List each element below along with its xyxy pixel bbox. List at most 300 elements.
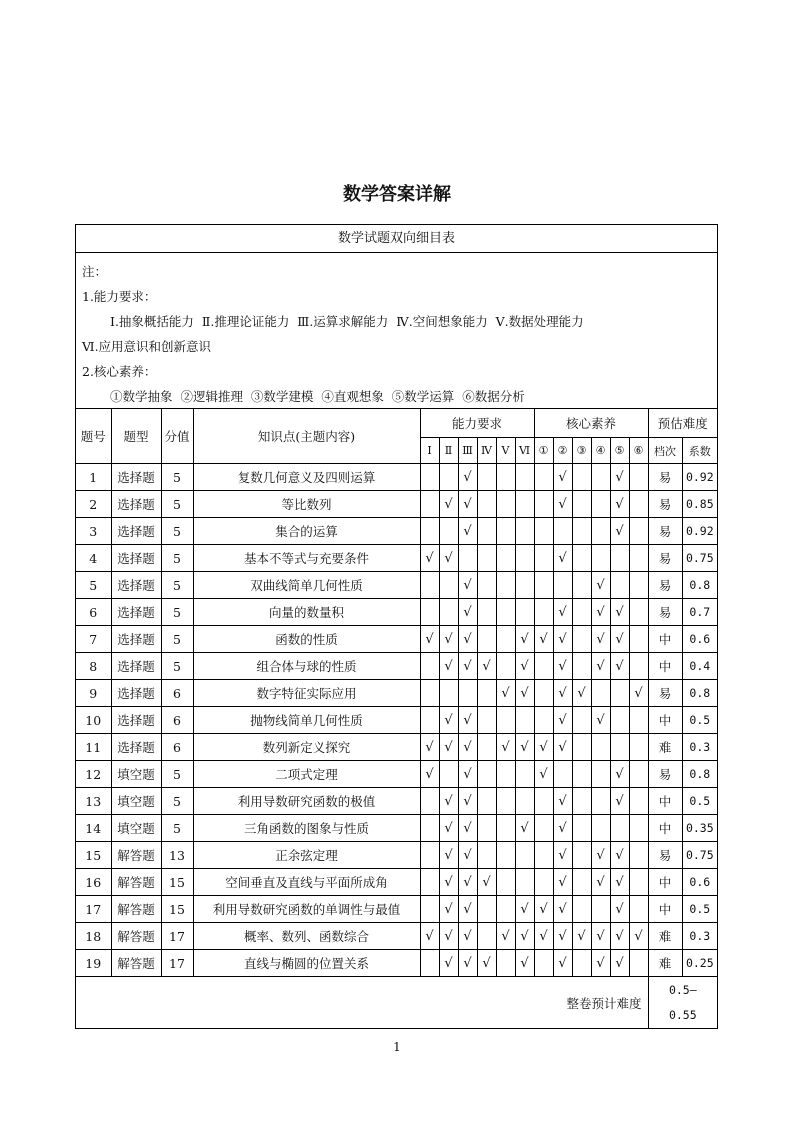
check-icon: √ — [539, 901, 548, 917]
row-level: 中 — [648, 653, 682, 680]
ability-heading: 1.能力要求： — [82, 289, 157, 304]
check-icon: √ — [444, 496, 453, 512]
core-cell — [591, 869, 610, 896]
table-row — [76, 815, 717, 842]
check-icon: √ — [634, 685, 643, 701]
row-score: 5 — [161, 491, 193, 518]
ability-cell — [420, 491, 439, 518]
core-cell — [629, 842, 648, 869]
check-icon: √ — [444, 847, 453, 863]
ability-cell — [458, 518, 477, 545]
row-level: 易 — [648, 491, 682, 518]
core-cell — [572, 707, 591, 734]
ability-cell — [458, 788, 477, 815]
row-num: 3 — [76, 518, 111, 545]
row-coef: 0.3 — [682, 923, 717, 950]
row-type: 填空题 — [111, 761, 161, 788]
check-icon: √ — [558, 712, 567, 728]
row-score: 5 — [161, 788, 193, 815]
check-icon: √ — [558, 604, 567, 620]
row-coef: 0.6 — [682, 869, 717, 896]
check-icon: √ — [558, 901, 567, 917]
check-icon: √ — [444, 631, 453, 647]
ability-cell — [496, 491, 515, 518]
row-score: 5 — [161, 626, 193, 653]
core-cell — [629, 491, 648, 518]
row-score: 6 — [161, 734, 193, 761]
table-row — [76, 842, 717, 869]
check-icon: √ — [482, 874, 491, 890]
core-cell — [610, 518, 629, 545]
check-icon: √ — [558, 550, 567, 566]
table-row — [76, 545, 717, 572]
check-icon: √ — [558, 631, 567, 647]
check-icon: √ — [558, 874, 567, 890]
check-icon: √ — [425, 766, 434, 782]
row-level: 易 — [648, 842, 682, 869]
ability-cell — [439, 761, 458, 788]
ability-cell — [496, 707, 515, 734]
ability-cell — [458, 707, 477, 734]
row-topic: 基本不等式与充要条件 — [193, 545, 420, 572]
ability-cell — [439, 815, 458, 842]
row-level: 易 — [648, 599, 682, 626]
check-icon: √ — [615, 523, 624, 539]
core-cell — [610, 464, 629, 491]
row-num: 6 — [76, 599, 111, 626]
check-icon: √ — [463, 604, 472, 620]
check-icon: √ — [615, 766, 624, 782]
row-num: 4 — [76, 545, 111, 572]
ability-cell — [420, 869, 439, 896]
check-icon: √ — [444, 955, 453, 971]
ability-cell — [420, 707, 439, 734]
check-icon: √ — [463, 901, 472, 917]
core-cell — [591, 842, 610, 869]
ability-cell — [458, 626, 477, 653]
ability-cell — [496, 518, 515, 545]
core-cell — [553, 653, 572, 680]
row-num: 1 — [76, 464, 111, 491]
core-cell — [610, 842, 629, 869]
check-icon: √ — [558, 928, 567, 944]
core-cell — [553, 950, 572, 977]
row-num: 12 — [76, 761, 111, 788]
ability-cell — [439, 680, 458, 707]
core-cell — [629, 761, 648, 788]
ability-cell — [496, 950, 515, 977]
check-icon: √ — [596, 955, 605, 971]
check-icon: √ — [615, 469, 624, 485]
core-cell — [572, 788, 591, 815]
core-cell — [591, 653, 610, 680]
core-cell — [629, 923, 648, 950]
check-icon: √ — [615, 793, 624, 809]
core-cell — [610, 545, 629, 572]
ability-cell — [496, 464, 515, 491]
row-type: 填空题 — [111, 815, 161, 842]
core-cell — [591, 626, 610, 653]
ability-cell — [477, 518, 496, 545]
row-level: 中 — [648, 626, 682, 653]
check-icon: √ — [596, 712, 605, 728]
ability-cell — [477, 491, 496, 518]
core-cell — [553, 734, 572, 761]
check-icon: √ — [463, 793, 472, 809]
ability-cell — [439, 734, 458, 761]
check-icon: √ — [425, 928, 434, 944]
core-cell — [553, 842, 572, 869]
check-icon: √ — [558, 685, 567, 701]
ability-cell — [458, 950, 477, 977]
header-type: 题型 — [111, 409, 161, 464]
row-topic: 复数几何意义及四则运算 — [193, 464, 420, 491]
total-value-line-1: 0.5— — [668, 982, 697, 997]
ability-cell — [420, 788, 439, 815]
core-cell — [572, 896, 591, 923]
table-row — [76, 518, 717, 545]
table-row — [76, 572, 717, 599]
core-cell — [534, 599, 553, 626]
row-score: 5 — [161, 518, 193, 545]
row-coef: 0.8 — [682, 572, 717, 599]
ability-cell — [515, 923, 534, 950]
check-icon: √ — [615, 874, 624, 890]
core-cell — [572, 653, 591, 680]
check-icon: √ — [615, 847, 624, 863]
table-row — [76, 680, 717, 707]
coef-col-header: 系数 — [682, 438, 717, 464]
total-value — [648, 977, 717, 1029]
row-num: 10 — [76, 707, 111, 734]
row-coef: 0.4 — [682, 653, 717, 680]
core-cell — [534, 923, 553, 950]
ability-cell — [496, 869, 515, 896]
core-cell — [629, 788, 648, 815]
ability-cell — [477, 842, 496, 869]
ability-cell — [515, 734, 534, 761]
row-level: 中 — [648, 815, 682, 842]
core-cell — [534, 950, 553, 977]
core-cell — [572, 572, 591, 599]
row-score: 5 — [161, 653, 193, 680]
ability-cell — [515, 869, 534, 896]
core-cell — [553, 491, 572, 518]
ability-cell — [477, 923, 496, 950]
core-col-header: ③ — [572, 438, 591, 464]
check-icon: √ — [444, 874, 453, 890]
row-score: 6 — [161, 707, 193, 734]
core-cell — [572, 815, 591, 842]
core-cell — [553, 545, 572, 572]
total-label: 整卷预计难度 — [76, 977, 648, 1029]
check-icon: √ — [596, 928, 605, 944]
check-icon: √ — [444, 712, 453, 728]
ability-col-header: Ⅵ — [515, 438, 534, 464]
row-level: 难 — [648, 950, 682, 977]
row-topic: 向量的数量积 — [193, 599, 420, 626]
ability-cell — [420, 842, 439, 869]
check-icon: √ — [558, 793, 567, 809]
row-topic: 直线与椭圆的位置关系 — [193, 950, 420, 977]
page-title: 数学答案详解 — [343, 184, 451, 205]
check-icon: √ — [520, 658, 529, 674]
row-type: 选择题 — [111, 464, 161, 491]
row-topic: 正余弦定理 — [193, 842, 420, 869]
ability-col-header: Ⅴ — [496, 438, 515, 464]
core-cell — [591, 572, 610, 599]
ability-cell — [515, 599, 534, 626]
check-icon: √ — [463, 658, 472, 674]
core-cell — [572, 923, 591, 950]
spec-table — [76, 409, 717, 1028]
core-cell — [572, 545, 591, 572]
ability-cell — [439, 923, 458, 950]
row-coef: 0.3 — [682, 734, 717, 761]
core-cell — [629, 896, 648, 923]
core-cell — [591, 788, 610, 815]
core-cell — [629, 545, 648, 572]
table-row — [76, 896, 717, 923]
header-topic: 知识点(主题内容) — [193, 409, 420, 464]
row-score: 17 — [161, 950, 193, 977]
ability-cell — [496, 842, 515, 869]
row-coef: 0.25 — [682, 950, 717, 977]
core-cell — [534, 761, 553, 788]
row-score: 5 — [161, 572, 193, 599]
core-cell — [629, 707, 648, 734]
ability-col-header: Ⅲ — [458, 438, 477, 464]
core-cell — [610, 896, 629, 923]
core-cell — [629, 464, 648, 491]
check-icon: √ — [615, 901, 624, 917]
core-col-header: ⑤ — [610, 438, 629, 464]
core-cell — [591, 734, 610, 761]
check-icon: √ — [615, 928, 624, 944]
core-cell — [629, 869, 648, 896]
ability-cell — [496, 545, 515, 572]
row-score: 15 — [161, 869, 193, 896]
ability-cell — [439, 788, 458, 815]
row-level: 易 — [648, 761, 682, 788]
row-coef: 0.85 — [682, 491, 717, 518]
ability-cell — [458, 761, 477, 788]
core-cell — [610, 491, 629, 518]
table-row — [76, 950, 717, 977]
check-icon: √ — [615, 631, 624, 647]
core-cell — [553, 599, 572, 626]
core-cell — [610, 761, 629, 788]
check-icon: √ — [558, 496, 567, 512]
core-cell — [591, 896, 610, 923]
row-coef: 0.35 — [682, 815, 717, 842]
check-icon: √ — [615, 604, 624, 620]
check-icon: √ — [425, 631, 434, 647]
row-topic: 组合体与球的性质 — [193, 653, 420, 680]
check-icon: √ — [520, 928, 529, 944]
ability-cell — [458, 869, 477, 896]
header-row-1 — [76, 409, 717, 438]
check-icon: √ — [463, 847, 472, 863]
ability-cell — [477, 464, 496, 491]
core-cell — [572, 950, 591, 977]
ability-cell — [477, 896, 496, 923]
core-cell — [553, 680, 572, 707]
row-score: 5 — [161, 815, 193, 842]
core-cell — [591, 923, 610, 950]
core-cell — [629, 653, 648, 680]
check-icon: √ — [596, 874, 605, 890]
ability-cell — [439, 572, 458, 599]
ability-cell — [515, 761, 534, 788]
check-icon: √ — [463, 766, 472, 782]
core-cell — [610, 707, 629, 734]
core-cell — [534, 545, 553, 572]
ability-cell — [420, 680, 439, 707]
core-cell — [610, 734, 629, 761]
ability-cell — [458, 680, 477, 707]
row-type: 选择题 — [111, 491, 161, 518]
check-icon: √ — [615, 955, 624, 971]
row-score: 5 — [161, 599, 193, 626]
core-cell — [610, 815, 629, 842]
core-cell — [572, 842, 591, 869]
ability-cell — [420, 653, 439, 680]
check-icon: √ — [501, 685, 510, 701]
core-cell — [572, 518, 591, 545]
check-icon: √ — [501, 928, 510, 944]
row-topic: 函数的性质 — [193, 626, 420, 653]
ability-col-header: Ⅰ — [420, 438, 439, 464]
row-type: 选择题 — [111, 518, 161, 545]
core-cell — [534, 734, 553, 761]
row-type: 选择题 — [111, 680, 161, 707]
ability-cell — [496, 653, 515, 680]
row-num: 18 — [76, 923, 111, 950]
core-cell — [572, 491, 591, 518]
row-type: 选择题 — [111, 626, 161, 653]
row-type: 解答题 — [111, 869, 161, 896]
core-cell — [572, 761, 591, 788]
check-icon: √ — [520, 901, 529, 917]
ability-line-2: Ⅵ.应用意识和创新意识 — [82, 339, 212, 354]
ability-col-header: Ⅱ — [439, 438, 458, 464]
core-cell — [591, 518, 610, 545]
ability-cell — [515, 680, 534, 707]
ability-line-1: Ⅰ.抽象概括能力 Ⅱ.推理论证能力 Ⅲ.运算求解能力 Ⅳ.空间想象能力 Ⅴ.数据处理能力 — [110, 314, 584, 329]
core-cell — [534, 464, 553, 491]
ability-cell — [458, 896, 477, 923]
check-icon: √ — [596, 658, 605, 674]
row-type: 解答题 — [111, 842, 161, 869]
row-num: 9 — [76, 680, 111, 707]
check-icon: √ — [558, 739, 567, 755]
row-score: 13 — [161, 842, 193, 869]
ability-cell — [477, 653, 496, 680]
check-icon: √ — [463, 820, 472, 836]
ability-cell — [515, 842, 534, 869]
row-score: 6 — [161, 680, 193, 707]
check-icon: √ — [463, 712, 472, 728]
check-icon: √ — [615, 658, 624, 674]
core-cell — [534, 788, 553, 815]
core-cell — [591, 545, 610, 572]
level-col-header: 档次 — [648, 438, 682, 464]
core-cell — [629, 518, 648, 545]
ability-cell — [439, 869, 458, 896]
core-cell — [629, 734, 648, 761]
header-core: 核心素养 — [534, 409, 648, 438]
row-level: 中 — [648, 788, 682, 815]
ability-cell — [420, 599, 439, 626]
ability-cell — [439, 518, 458, 545]
ability-cell — [439, 842, 458, 869]
ability-cell — [420, 761, 439, 788]
ability-cell — [439, 707, 458, 734]
row-num: 15 — [76, 842, 111, 869]
core-cell — [629, 599, 648, 626]
table-row — [76, 464, 717, 491]
core-col-header: ① — [534, 438, 553, 464]
core-cell — [610, 680, 629, 707]
ability-cell — [439, 545, 458, 572]
core-cell — [534, 626, 553, 653]
check-icon: √ — [520, 631, 529, 647]
ability-cell — [458, 572, 477, 599]
check-icon: √ — [444, 820, 453, 836]
check-icon: √ — [539, 631, 548, 647]
check-icon: √ — [596, 631, 605, 647]
ability-cell — [496, 896, 515, 923]
row-num: 17 — [76, 896, 111, 923]
ability-cell — [420, 950, 439, 977]
core-cell — [553, 572, 572, 599]
ability-cell — [477, 950, 496, 977]
row-type: 解答题 — [111, 923, 161, 950]
ability-cell — [496, 923, 515, 950]
check-icon: √ — [501, 739, 510, 755]
core-cell — [534, 842, 553, 869]
check-icon: √ — [444, 739, 453, 755]
core-cell — [591, 950, 610, 977]
core-cell — [534, 653, 553, 680]
core-cell — [572, 599, 591, 626]
core-cell — [553, 869, 572, 896]
check-icon: √ — [558, 847, 567, 863]
check-icon: √ — [463, 928, 472, 944]
header-num: 题号 — [76, 409, 111, 464]
notes-lead: 注： — [82, 264, 108, 279]
check-icon: √ — [577, 928, 586, 944]
core-heading: 2.核心素养： — [82, 364, 157, 379]
core-line: ①数学抽象 ②逻辑推理 ③数学建模 ④直观想象 ⑤数学运算 ⑥数据分析 — [110, 389, 525, 404]
check-icon: √ — [444, 793, 453, 809]
row-coef: 0.75 — [682, 545, 717, 572]
table-row — [76, 707, 717, 734]
core-cell — [553, 518, 572, 545]
core-cell — [591, 599, 610, 626]
check-icon: √ — [577, 685, 586, 701]
ability-cell — [458, 923, 477, 950]
row-level: 易 — [648, 680, 682, 707]
ability-cell — [458, 815, 477, 842]
row-score: 5 — [161, 464, 193, 491]
core-cell — [572, 464, 591, 491]
core-cell — [591, 707, 610, 734]
ability-cell — [420, 572, 439, 599]
row-topic: 利用导数研究函数的单调性与最值 — [193, 896, 420, 923]
check-icon: √ — [463, 739, 472, 755]
